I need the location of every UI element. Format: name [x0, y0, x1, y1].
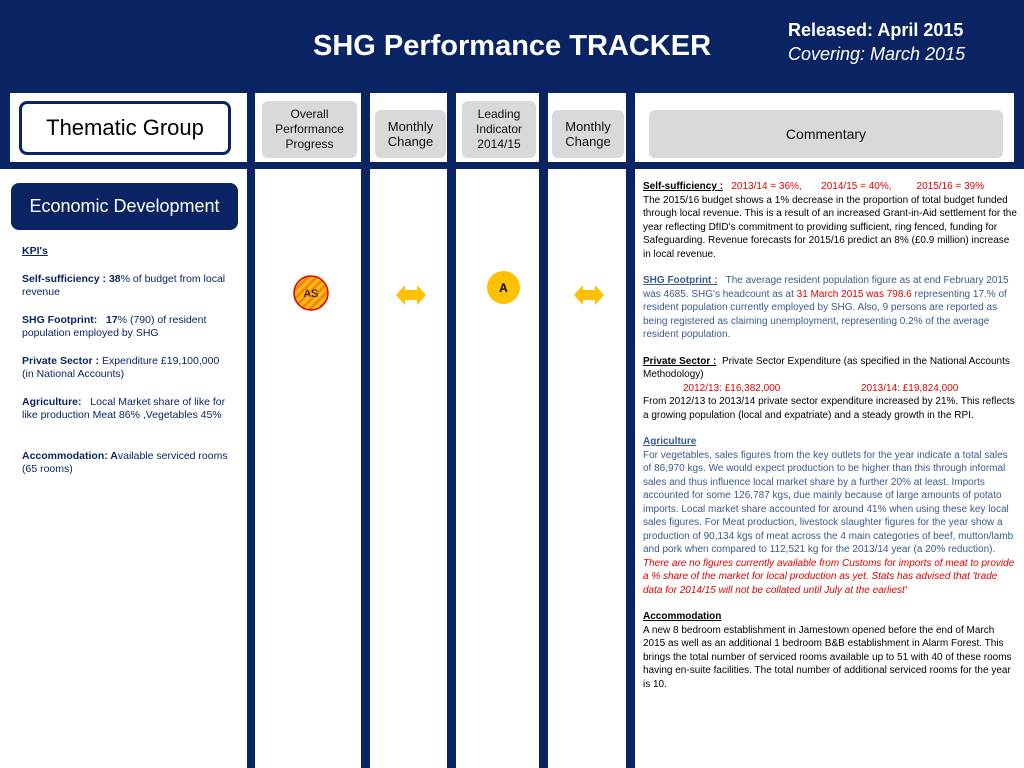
commentary-agriculture: Agriculture For vegetables, sales figures from the key outlets for the year indicate a total sales of 86,970 kgs. We would expect production to be higher than this through informal sales and thus influence local market share by a further 20% at least. Imports accounted for some 126,787 kgs, due mainly because of large amounts of potato imports. Local market share accounted for around 41% when using these key local sales figures. For Meat production, livestock slaughter figures for the year show a production of 90,134 kgs of meat across the 4 main categories of beef, mutton/lamb and pork when compared to 112,521 kg for the 2013/14 year (a 20% reduction). There are no figures currently available from Customs for imports of meat to provide a % share of the market for local production as yet. Stats has advised that 'trade data for 2014/15 will not be collated until July at the earliest' — [643, 436, 1015, 596]
kpi-agriculture: Agriculture: Local Market share of like for like production Meat 86% ,Vegetables 45% — [22, 395, 226, 421]
covering-period: Covering: March 2015 — [788, 44, 966, 64]
kpi-heading: KPI's — [22, 245, 48, 257]
page-title: SHG Performance TRACKER — [312, 30, 712, 62]
commentary-footprint: SHG Footprint : The average resident population figure as at end February 2015 was 4685. SHG's headcount as at 31 March 2015 was 798.6 representing 17.% of resident population currently employed by SHG. Also, 9 persons are reported as being registered as claiming unemployment, representing 0.2% of the average resident population. — [643, 275, 1009, 340]
monthly-change-header: Monthly Change — [552, 110, 624, 158]
commentary-self-sufficiency: Self-sufficiency : 2013/14 = 36%, 2014/15 = 40%, 2015/16 = 39% The 2015/16 budget shows a 1% decrease in the proportion of total budget funded through local revenue. This is a result of an increased Grant-in-Aid settlement for the year reflecting DfID's commitment to providing sufficient, ring fenced, funding for Safeguarding. Revenue forecasts for 2015/16 predict an 8% (£0.9 million) increase in local revenue. — [643, 181, 1017, 260]
overall-rating-label: AS — [303, 288, 319, 300]
kpi-list — [22, 245, 232, 491]
monthly-change-1-arrow-icon — [396, 284, 426, 306]
kpi-self-sufficiency: Self-sufficiency : 38% of budget from local revenue — [22, 272, 226, 298]
thematic-group-header: Thematic Group — [19, 101, 231, 155]
commentary-private-sector: Private Sector : Private Sector Expenditure (as specified in the National Accounts Methodology) 2012/13: £16,382,000 2013/14: £19,824,000 From 2012/13 to 2013/14 private sector expenditure increased by 21%. This reflects a growing population (local and expatriate) and a steady growth in the RPI. — [643, 355, 1015, 421]
kpi-footprint: SHG Footprint: 17% (790) of resident population employed by SHG — [22, 313, 207, 339]
column-divider — [0, 93, 10, 169]
column-divider — [361, 93, 370, 768]
leading-rating-indicator: A — [487, 271, 520, 304]
commentary-header: Commentary — [649, 110, 1003, 158]
commentary-accommodation: Accommodation A new 8 bedroom establishment in Jamestown opened before the end of March 2015 as well as an additional 1 bedroom B&B establishment in Alarm Forest. This brings the total number of serviced rooms available up to 51 with 40 of these rooms having en-suite facilities. The total number of additional serviced rooms for the year is 10. — [643, 611, 1012, 690]
column-divider — [626, 93, 635, 768]
column-divider — [539, 93, 548, 768]
released-date: Released: April 2015 — [788, 20, 964, 40]
column-divider — [1014, 93, 1024, 169]
monthly-change-header: Monthly Change — [375, 110, 446, 158]
header-divider — [0, 162, 1024, 169]
overall-performance-header: Overall Performance Progress — [262, 101, 357, 158]
commentary-text — [643, 180, 1017, 704]
overall-rating-indicator — [292, 274, 330, 312]
monthly-change-2-arrow-icon — [574, 284, 604, 306]
column-divider — [447, 93, 456, 768]
kpi-private-sector: Private Sector : Expenditure £19,100,000 (in National Accounts) — [22, 354, 220, 380]
column-divider — [247, 93, 255, 768]
kpi-accommodation: Accommodation: Available serviced rooms (65 rooms) — [22, 449, 228, 475]
group-name-badge: Economic Development — [11, 183, 238, 230]
leading-indicator-header: Leading Indicator 2014/15 — [462, 101, 536, 158]
